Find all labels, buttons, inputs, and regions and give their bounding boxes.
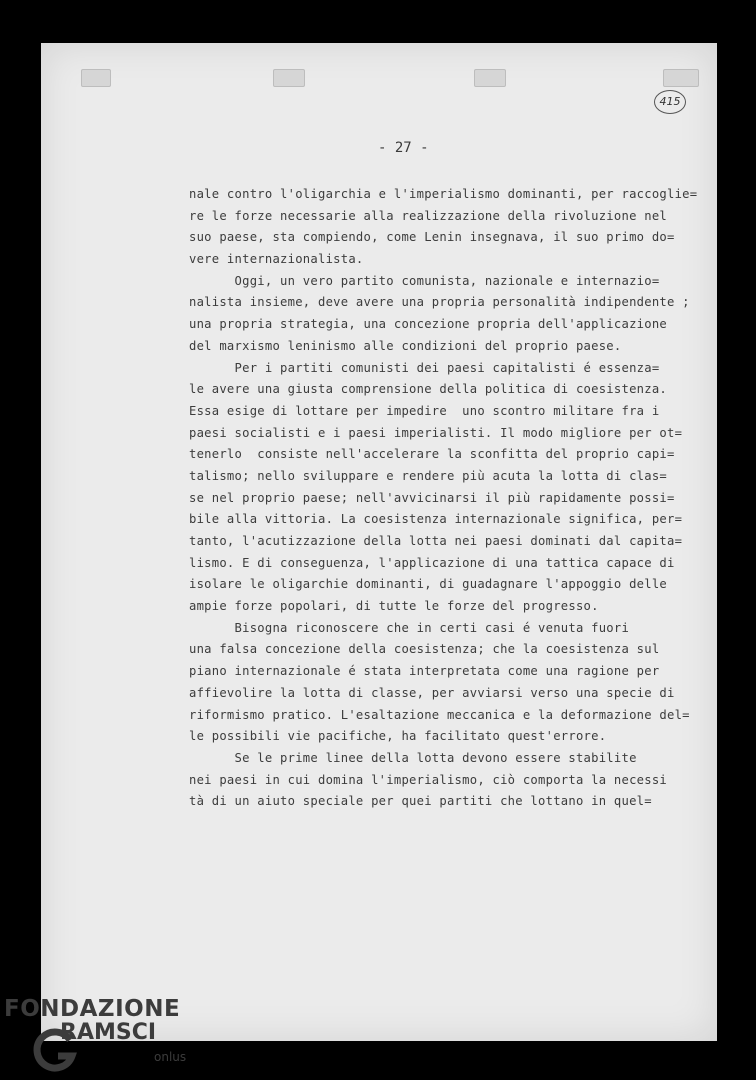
text-line: una falsa concezione della coesistenza; che la coesistenza sul <box>189 642 660 657</box>
text-line: le avere una giusta comprensione della politica di coesistenza. <box>189 382 668 397</box>
page-number: - 27 - <box>378 140 429 156</box>
document-page <box>41 43 717 1041</box>
text-line: del marxismo leninismo alle condizioni del proprio paese. <box>189 338 622 353</box>
text-line: paesi socialisti e i paesi imperialisti. Il modo migliore per ot= <box>189 425 683 440</box>
text-line: Per i partiti comunisti dei paesi capitalisti é essenza= <box>189 360 660 375</box>
typed-text-body <box>189 184 699 813</box>
text-line: tà di un aiuto speciale per quei partiti che lottano in quel= <box>189 794 652 809</box>
text-line: piano internazionale é stata interpretata come una ragione per <box>189 664 660 679</box>
text-line: Bisogna riconoscere che in certi casi é venuta fuori <box>189 620 630 635</box>
text-line: Oggi, un vero partito comunista, nazionale e internazio= <box>189 273 660 288</box>
staple-mark <box>474 69 506 87</box>
text-line: tenerlo consiste nell'accelerare la sconfitta del proprio capi= <box>189 447 675 462</box>
text-line: tanto, l'acutizzazione della lotta nei paesi dominati dal capita= <box>189 534 683 548</box>
staple-mark <box>663 69 699 87</box>
text-line: nalista insieme, deve avere una propria personalità indipendente ; <box>189 295 690 310</box>
text-line: vere internazionalista. <box>189 252 364 267</box>
fondazione-gramsci-logo <box>4 996 194 1076</box>
text-line: lismo. E di conseguenza, l'applicazione di una tattica capace di <box>189 555 675 570</box>
text-line: talismo; nello sviluppare e rendere più acuta la lotta di clas= <box>189 468 668 483</box>
text-line: una propria strategia, una concezione propria dell'applicazione <box>189 317 668 332</box>
text-line: Se le prime linee della lotta devono essere stabilite <box>189 750 637 765</box>
text-line: le possibili vie pacifiche, ha facilitato quest'errore. <box>189 729 607 744</box>
text-line: nale contro l'oligarchia e l'imperialismo dominanti, per raccoglie= <box>189 187 698 201</box>
text-line: riformismo pratico. L'esaltazione meccanica e la deformazione del= <box>189 707 690 722</box>
text-line: isolare le oligarchie dominanti, di guadagnare l'appoggio delle <box>189 577 668 592</box>
text-line: suo paese, sta compiendo, come Lenin insegnava, il suo primo do= <box>189 230 675 245</box>
text-line: Essa esige di lottare per impedire uno scontro militare fra i <box>189 403 660 418</box>
text-line: re le forze necessarie alla realizzazione della rivoluzione nel <box>189 208 668 223</box>
logo-line1: FONDAZIONE <box>4 996 181 1022</box>
logo-suffix: onlus <box>154 1050 187 1064</box>
text-line: affievolire la lotta di classe, per avviarsi verso una specie di <box>189 685 675 700</box>
staple-mark <box>273 69 305 87</box>
logo-line2: RAMSCI <box>60 1020 157 1045</box>
staple-mark <box>81 69 111 87</box>
archive-number: 415 <box>654 90 686 114</box>
text-line: bile alla vittoria. La coesistenza internazionale significa, per= <box>189 512 683 527</box>
text-line: nei paesi in cui domina l'imperialismo, ciò comporta la necessi <box>189 772 668 787</box>
text-line: se nel proprio paese; nell'avvicinarsi il più rapidamente possi= <box>189 490 675 505</box>
text-line: ampie forze popolari, di tutte le forze del progresso. <box>189 599 599 614</box>
